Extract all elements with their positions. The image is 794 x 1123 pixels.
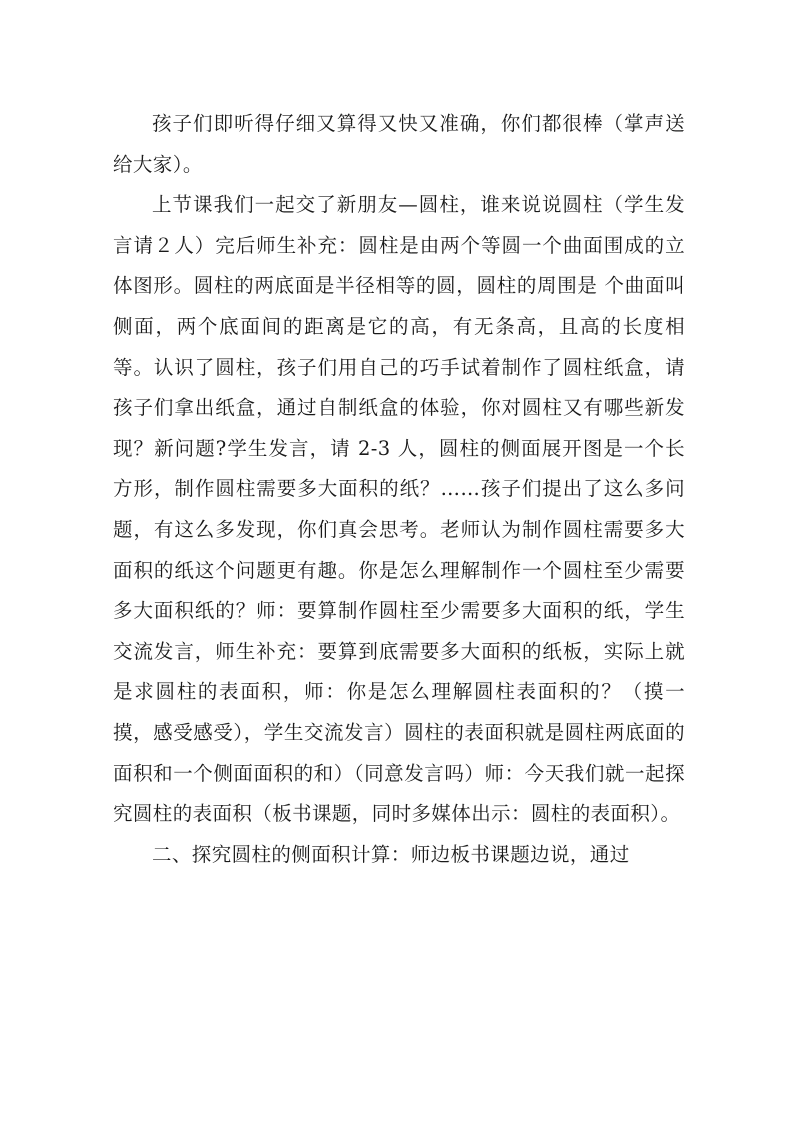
- document-body: [113, 104, 685, 875]
- paragraph-section-two-heading: 二、探究圆柱的侧面积计算：师边板书课题边说，通过: [152, 842, 630, 866]
- paragraph-intro-praise: 孩子们即听得仔细又算得又快又准确，你们都很棒（掌声送给大家）。: [113, 112, 685, 176]
- paragraph-cylinder-discussion: 上节课我们一起交了新朋友—圆柱，谁来说说圆柱（学生发言请２人）完后师生补充：圆柱是由两个等圆一个曲面围成的立体图形。圆柱的两底面是半径相等的圆，圆柱的周围是 个曲面叫侧面，两个底面间的距离是它的高，有无条高，且高的长度相等。认识了圆柱，孩子们用自己的巧手试着制作了圆柱纸盒，请孩子们拿出纸盒，通过自制纸盒的体验，你对圆柱又有哪些新发现？新问题?学生发言，请 2-3 人，圆柱的侧面展开图是一个长方形，制作圆柱需要多大面积的纸？……孩子们提出了这么多问题，有这么多发现，你们真会思考。老师认为制作圆柱需要多大面积的纸这个问题更有趣。你是怎么理解制作一个圆柱至少需要多大面积纸的？师：要算制作圆柱至少需要多大面积的纸，学生交流发言，师生补充：要算到底需要多大面积的纸板，实际上就是求圆柱的表面积，师：你是怎么理解圆柱表面积的？（摸一摸，感受感受），学生交流发言）圆柱的表面积就是圆柱两底面的面积和一个侧面面积的和）（同意发言吗）师：今天我们就一起探究圆柱的表面积（板书课题，同时多媒体出示：圆柱的表面积）。: [113, 193, 685, 826]
